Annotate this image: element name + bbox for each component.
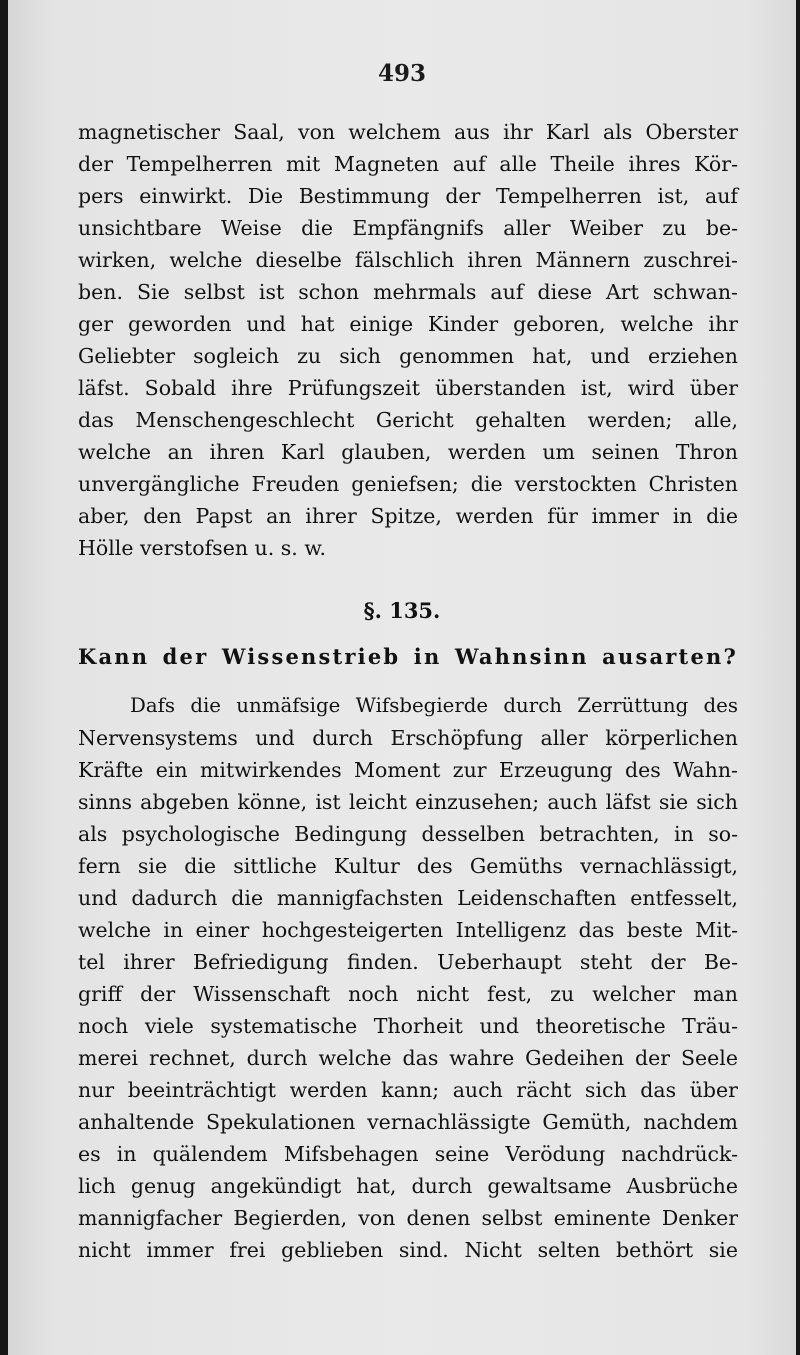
text-line: fern sie die sittliche Kultur des Gemüths vernachlässigt, [78,854,738,878]
text-line: der Tempelherren mit Magneten auf alle Theile ihres Kör- [78,152,738,176]
text-line: es in quälendem Mifsbehagen seine Verödung nachdrück- [78,1142,738,1166]
paragraph-2 [78,690,738,1266]
text-line: nur beeinträchtigt werden kann; auch rächt sich das über [78,1078,738,1102]
text-line: sinns abgeben könne, ist leicht einzusehen; auch läfst sie sich [78,790,738,814]
text-line: merei rechnet, durch welche das wahre Gedeihen der Seele [78,1046,738,1070]
text-line: Dafs die unmäfsige Wifsbegierde durch Zerrüttung des [130,694,738,717]
text-line: welche in einer hochgesteigerten Intelligenz das beste Mit- [78,918,738,942]
text-line: tel ihrer Befriedigung finden. Ueberhaupt steht der Be- [78,950,738,974]
text-line: anhaltende Spekulationen vernachlässigte Gemüth, nachdem [78,1110,738,1134]
text-line: nicht immer frei geblieben sind. Nicht selten bethört sie [78,1238,738,1262]
text-line: magnetischer Saal, von welchem aus ihr Karl als Oberster [78,120,738,144]
text-line: das Menschengeschlecht Gericht gehalten werden; alle, [78,408,738,432]
text-line: aber, den Papst an ihrer Spitze, werden für immer in die [78,504,738,528]
text-line: Nervensystems und durch Erschöpfung aller körperlichen [78,726,738,750]
text-line: wirken, welche dieselbe fälschlich ihren Männern zuschrei- [78,248,738,272]
text-line: Geliebter sogleich zu sich genommen hat, und erziehen [78,344,738,368]
text-line: unsichtbare Weise die Empfängnifs aller Weiber zu be- [78,216,738,240]
text-line: und dadurch die mannigfachsten Leidenschaften entfesselt, [78,886,738,910]
text-line: mannigfacher Begierden, von denen selbst eminente Denker [78,1206,738,1230]
text-line: lich genug angekündigt hat, durch gewaltsame Ausbrüche [78,1174,738,1198]
book-page [8,0,796,1355]
section-number: §. 135. [363,598,441,623]
paragraph-1 [78,116,738,564]
text-line: ben. Sie selbst ist schon mehrmals auf diese Art schwan- [78,280,738,304]
text-line: ger geworden und hat einige Kinder geboren, welche ihr [78,312,738,336]
text-line: als psychologische Bedingung desselben betrachten, in so- [78,822,738,846]
text-line: welche an ihren Karl glauben, werden um seinen Thron [78,440,738,464]
text-line: Hölle verstofsen u. s. w. [78,536,326,560]
text-line: unvergängliche Freuden geniefsen; die verstockten Christen [78,472,738,496]
section-heading: Kann der Wissenstrieb in Wahnsinn ausarten? [78,644,738,669]
text-line: griff der Wissenschaft noch nicht fest, zu welcher man [78,982,738,1006]
page-number: 493 [377,60,426,87]
text-line: Kräfte ein mitwirkendes Moment zur Erzeugung des Wahn- [78,758,738,782]
text-line: noch viele systematische Thorheit und theoretische Träu- [78,1014,738,1038]
text-line: läfst. Sobald ihre Prüfungszeit überstanden ist, wird über [78,376,738,400]
text-line: pers einwirkt. Die Bestimmung der Tempelherren ist, auf [78,184,738,208]
